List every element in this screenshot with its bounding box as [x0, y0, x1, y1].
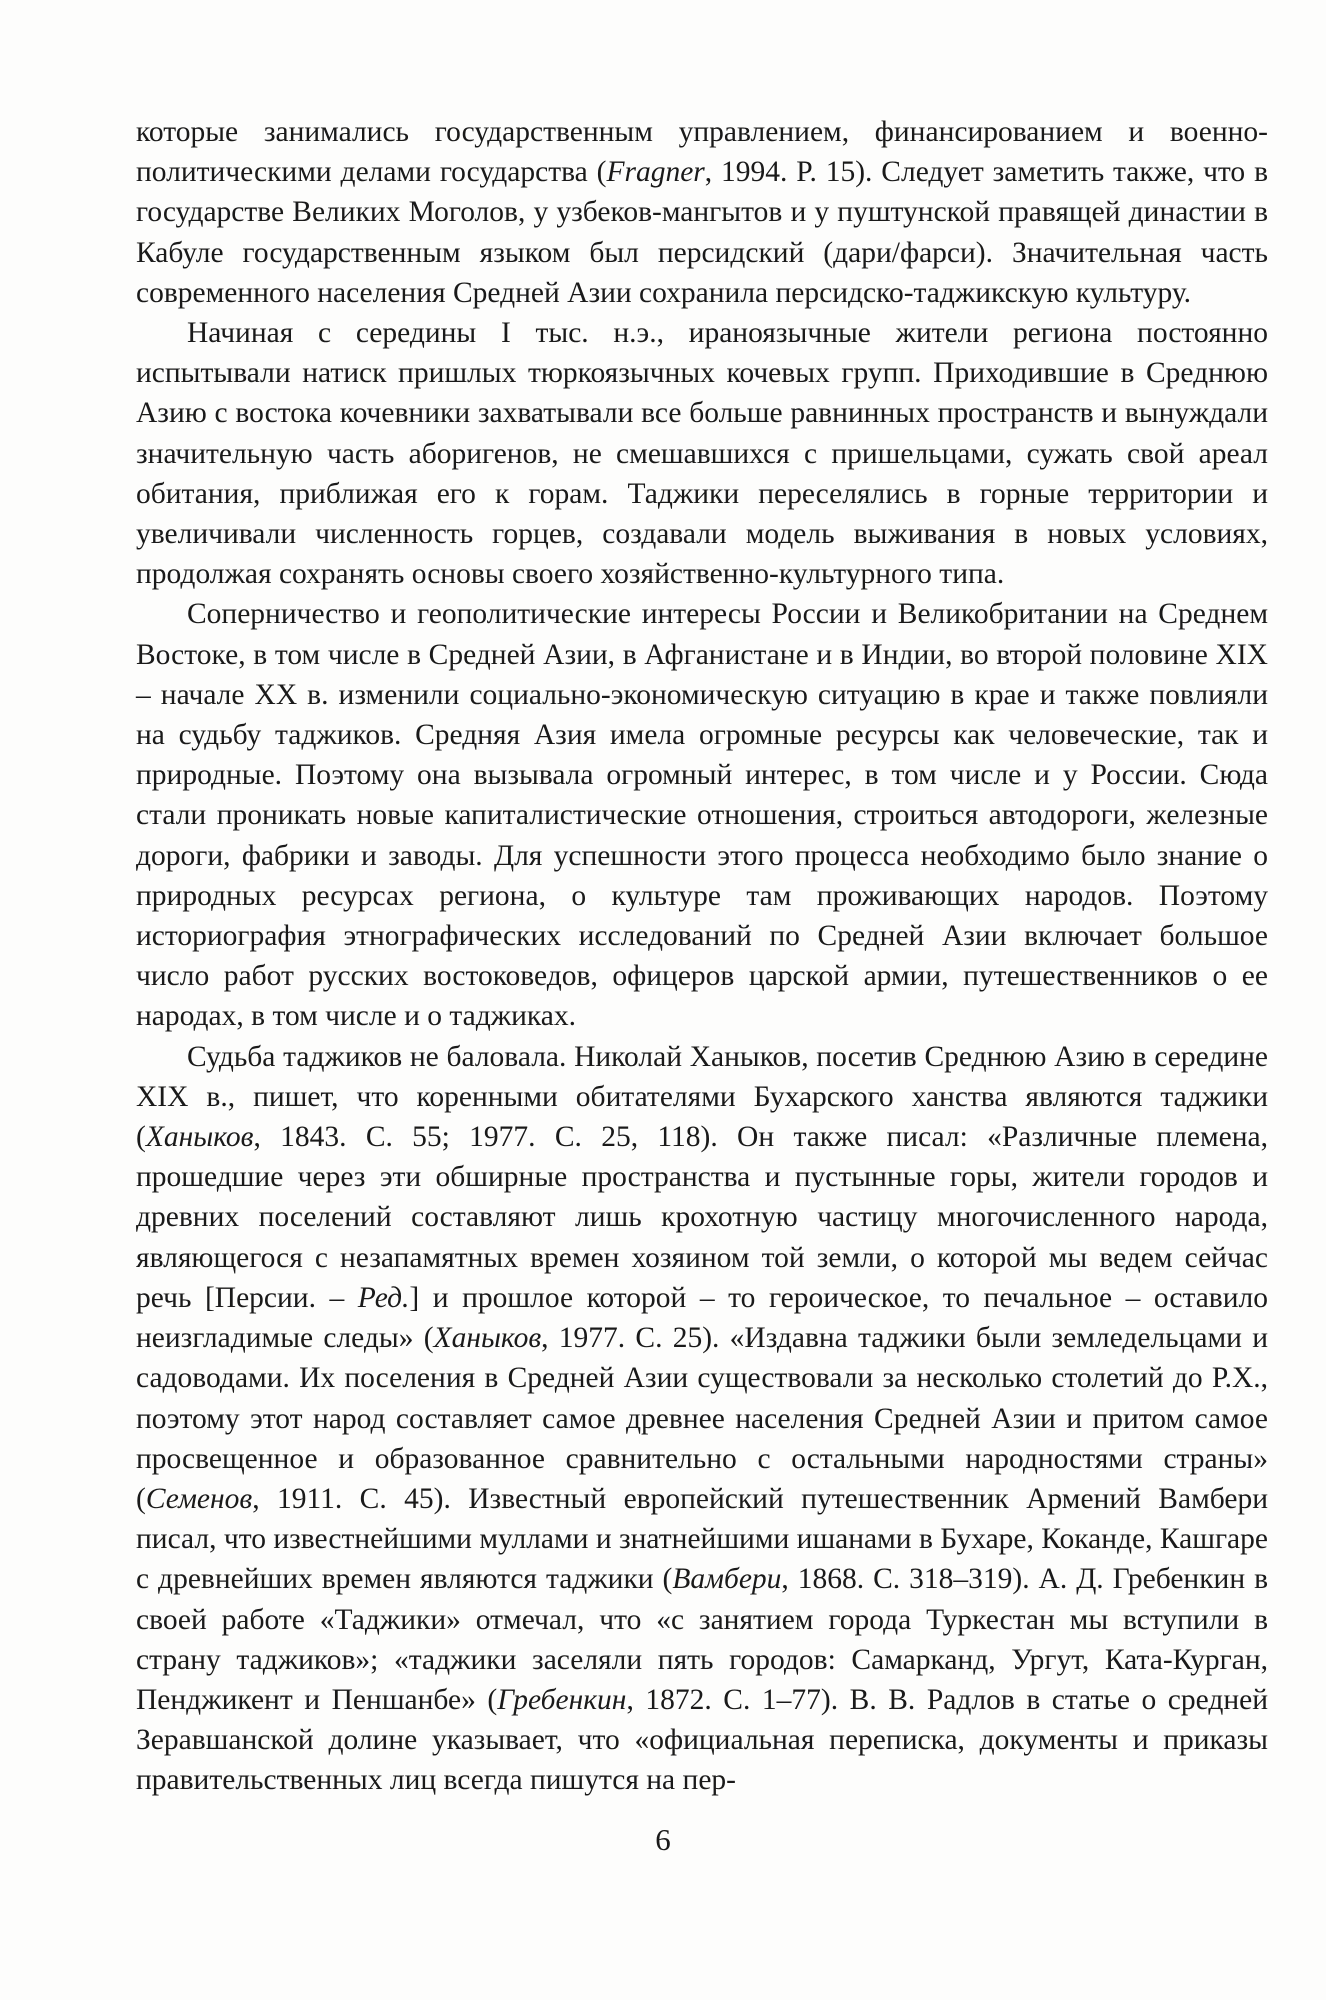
italic-citation: Ханыков — [433, 1322, 542, 1355]
italic-citation: Ред. — [357, 1281, 410, 1314]
italic-citation: Гребенкин — [497, 1683, 627, 1716]
page-number: 6 — [655, 1822, 671, 1857]
text-segment: , 1911. С. 45). Известный европейский путешественник Армений Вамбери писал, что известнейшими муллами и знатнейшими ишанами в Бухаре, Коканде, Кашгаре с древнейших времен являются таджики ( — [136, 1482, 1268, 1596]
text-segment: которые занимались государственным управлением, финансированием и военно-политическими делами государства ( — [136, 116, 1268, 189]
text-segment: Начиная с середины I тыс. н.э., ираноязычные жители региона постоянно испытывали натиск пришлых тюркоязычных кочевых групп. Приходившие в Среднюю Азию с востока кочевники захватывали все больше равнинных пространств и вынуждали значительную часть аборигенов, не смешавшихся с пришельцами, сужать свой ареал обитания, приближая его к горам. Таджики переселялись в горные территории и увеличивали численность горцев, создавали модель выживания в новых условиях, продолжая сохранять основы своего хозяйственно-культурного типа. — [136, 317, 1268, 591]
text-segment: , 1843. С. 55; 1977. С. 25, 118). Он также писал: «Различные племена, прошедшие через эти обширные пространства и пустынные горы, жители городов и древних поселений составляют лишь крохотную частицу многочисленного народа, являющегося с незапамятных времен хозяином той земли, о которой мы ведем сейчас речь [Персии. – — [136, 1121, 1268, 1314]
italic-citation: Ханыков — [145, 1121, 254, 1154]
text-segment: Судьба таджиков не баловала. Николай Ханыков, посетив Среднюю Азию в середине XIX в., пишет, что коренными обитателями Бухарского ханства являются таджики ( — [136, 1040, 1268, 1154]
paragraph — [136, 594, 1268, 1036]
text-segment: ] и прошлое которой – то героическое, то печальное – оставило неизгладимые следы» ( — [136, 1281, 1268, 1355]
italic-citation: Fragner — [606, 156, 705, 189]
paragraph — [136, 313, 1268, 594]
italic-citation: Семенов — [145, 1482, 253, 1515]
text-segment: , 1868. С. 318–319). А. Д. Гребенкин в своей работе «Таджики» отмечал, что «с занятием города Туркестан мы вступили в страну таджиков»; «таджики заселяли пять городов: Самарканд, Ургут, Ката-Курган, Пенджикент и Пеншанбе» ( — [136, 1563, 1268, 1716]
text-segment: , 1994. P. 15). Следует заметить также, что в государстве Великих Моголов, у узбеков-мангытов и у пуштунской правящей династии в Кабуле государственным языком был персидский (дари/фарси). Значительная часть современного населения Средней Азии сохранила персидско-таджикскую культуру. — [136, 156, 1268, 309]
text-segment: , 1872. С. 1–77). В. В. Радлов в статье о средней Зеравшанской долине указывает, что «официальная переписка, документы и приказы правительственных лиц всегда пишутся на пер- — [136, 1683, 1269, 1797]
text-segment: , 1977. С. 25). «Издавна таджики были земледельцами и садоводами. Их поселения в Средней Азии существовали за несколько столетий до Р.Х., поэтому этот народ составляет самое древнее населения Средней Азии и притом самое просвещенное и образованное сравнительно с остальными народностями страны» ( — [136, 1322, 1268, 1515]
italic-citation: Вамбери — [672, 1563, 782, 1596]
paragraph — [136, 1037, 1268, 1801]
body-text — [136, 112, 1268, 1801]
paragraph — [136, 112, 1268, 313]
text-segment: Соперничество и геополитические интересы России и Великобритании на Среднем Востоке, в том числе в Средней Азии, в Афганистане и в Индии, во второй половине XIX – начале XX в. изменили социально-экономическую ситуацию в крае и также повлияли на судьбу таджиков. Средняя Азия имела огромные ресурсы как человеческие, так и природные. Поэтому она вызывала огромный интерес, в том числе и у России. Сюда стали проникать новые капиталистические отношения, строиться автодороги, железные дороги, фабрики и заводы. Для успешности этого процесса необходимо было знание о природных ресурсах региона, о культуре там проживающих народов. Поэтому историография этнографических исследований по Средней Азии включает большое число работ русских востоковедов, офицеров царской армии, путешественников о ее народах, в том числе и о таджиках. — [136, 598, 1268, 1033]
